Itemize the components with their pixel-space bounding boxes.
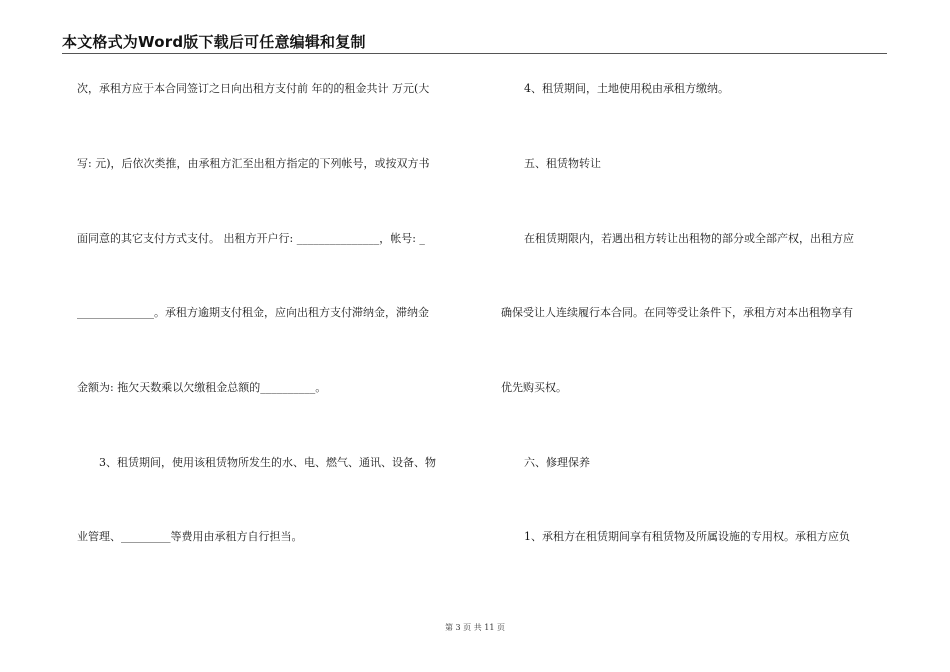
left-text-line: 面同意的其它支付方式支付。 出租方开户行: _______________，帐号: _ <box>77 232 425 245</box>
left-text-line: 金额为: 拖欠天数乘以欠缴租金总额的__________。 <box>77 381 327 394</box>
document-header-title: 本文格式为Word版下载后可任意编辑和复制 <box>62 33 366 51</box>
right-section-heading: 五、租赁物转让 <box>524 157 601 170</box>
header-divider <box>62 53 887 54</box>
right-text-line: 优先购买权。 <box>501 381 567 394</box>
left-text-line: ______________。承租方逾期支付租金，应向出租方支付滞纳金，滞纳金 <box>77 306 429 319</box>
left-text-line: 写: 元)，后依次类推，由承租方汇至出租方指定的下列帐号，或按双方书 <box>77 157 430 170</box>
left-text-line: 次，承租方应于本合同签订之日向出租方支付前 年的的租金共计 万元(大 <box>77 82 430 95</box>
right-text-line: 1、承租方在租赁期间享有租赁物及所属设施的专用权。承租方应负 <box>524 530 850 543</box>
right-section-heading: 六、修理保养 <box>524 456 590 469</box>
right-text-line: 在租赁期限内，若遇出租方转让出租物的部分或全部产权，出租方应 <box>524 232 854 245</box>
page-number-footer: 第 3 页 共 11 页 <box>445 623 505 632</box>
left-text-line: 业管理、_________等费用由承租方自行担当。 <box>77 530 303 543</box>
right-text-line: 4、租赁期间，土地使用税由承租方缴纳。 <box>524 82 729 95</box>
left-text-line: 3、租赁期间，使用该租赁物所发生的水、电、燃气、通讯、设备、物 <box>99 456 436 469</box>
right-text-line: 确保受让人连续履行本合同。在同等受让条件下，承租方对本出租物享有 <box>501 306 853 319</box>
